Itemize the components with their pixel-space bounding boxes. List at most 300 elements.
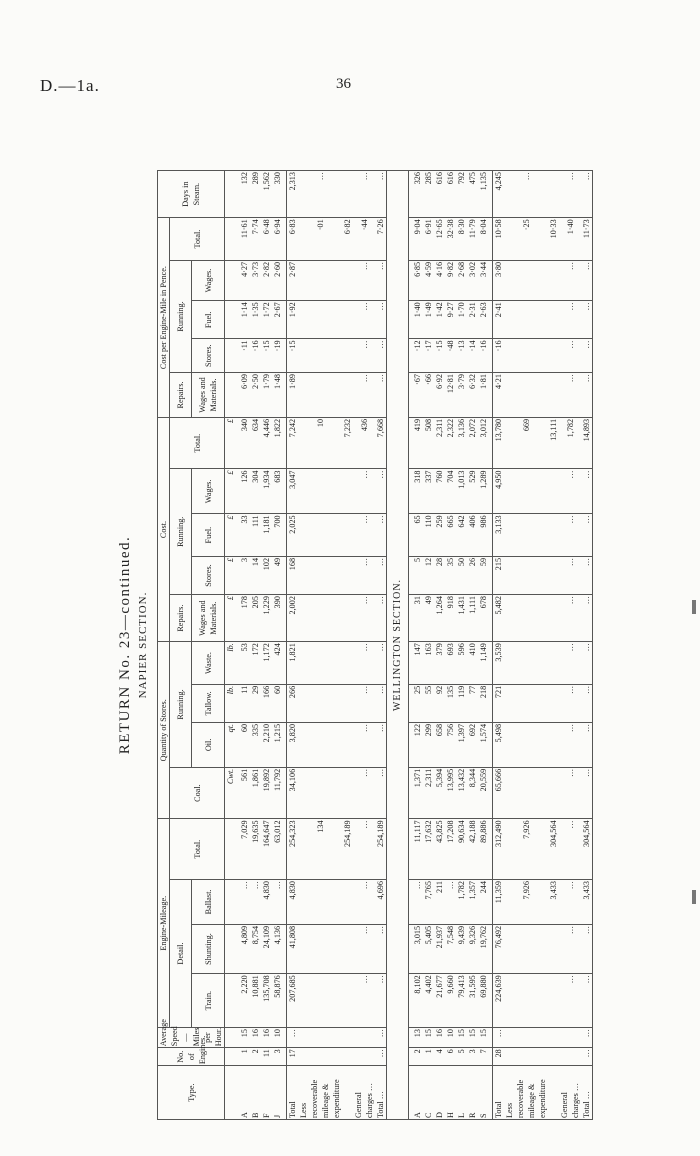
table-cell: 1·89	[287, 373, 299, 418]
table-cell: 7·26	[375, 218, 387, 261]
unit-cell	[225, 218, 237, 261]
col-wages-materials: Wages and Materials.	[192, 595, 225, 642]
table-cell: 2,220 10,881 135,708 58,876	[236, 974, 287, 1028]
table-row	[236, 171, 287, 1120]
table-cell: 7,926	[504, 819, 548, 880]
col-cost-total: Total.	[170, 417, 225, 469]
row-label: Total …	[581, 1066, 593, 1120]
table-cell: …	[581, 722, 593, 767]
table-cell: 5,482	[493, 595, 505, 642]
col-waste: Waste.	[192, 642, 225, 685]
table-cell: …	[581, 924, 593, 973]
page-number: 36	[336, 76, 351, 92]
table-cell: 4·27 3·73 2·82 2·60	[236, 260, 287, 300]
table-cell: …	[375, 767, 387, 819]
row-label: General charges …	[559, 1066, 581, 1120]
table-cell	[342, 469, 353, 514]
table-cell: 34,106	[287, 767, 299, 819]
table-cell: 2,002	[287, 595, 299, 642]
table-cell: 4,809 8,754 24,109 4,136	[236, 924, 287, 973]
table-cell: 2,025	[287, 514, 299, 557]
col-pence-total: Total.	[170, 218, 225, 261]
unit-cell: £	[225, 417, 237, 469]
table-cell: 132 289 1,562 330	[236, 171, 287, 218]
table-cell: …	[375, 260, 387, 300]
col-stores: Stores.	[192, 556, 225, 594]
table-cell	[504, 260, 548, 300]
table-cell: …	[559, 880, 581, 925]
table-cell	[548, 260, 559, 300]
table-cell: 60 335 2,210 1,215	[236, 722, 287, 767]
table-cell: 9·04 6·91 12·65 32·38 8·30 11·79 8·04	[409, 218, 493, 261]
table-cell	[298, 722, 342, 767]
row-label: A C D H L R S	[409, 1066, 493, 1120]
col-days-steam: Days in Steam.	[158, 171, 225, 218]
unit-cell	[225, 880, 237, 925]
row-label: Total	[493, 1066, 505, 1120]
table-cell: 10	[298, 417, 342, 469]
table-cell: …	[581, 556, 593, 594]
unit-cell	[225, 1066, 237, 1120]
group-detail: Detail.	[170, 880, 192, 1028]
table-cell	[504, 469, 548, 514]
page-id: D.—1a.	[40, 76, 100, 95]
return-title: RETURN No. 23—continued.	[117, 535, 133, 755]
table-cell	[548, 595, 559, 642]
table-cell: …	[353, 373, 375, 418]
col-pence-stores: Stores.	[192, 339, 225, 373]
table-row	[559, 171, 581, 1120]
table-cell	[342, 767, 353, 819]
table-cell: …	[581, 642, 593, 685]
col-shunting: Shunting.	[192, 924, 225, 973]
table-cell	[504, 595, 548, 642]
unit-cell	[225, 1048, 237, 1066]
table-cell: …	[375, 642, 387, 685]
table-cell	[504, 974, 548, 1028]
table-cell: …	[581, 974, 593, 1028]
table-cell: … … 4,830 …	[236, 880, 287, 925]
table-row	[409, 171, 493, 1120]
group-engine-mileage: Engine-Mileage.	[158, 819, 170, 1028]
table-cell	[298, 339, 342, 373]
table-cell	[504, 1028, 548, 1048]
table-cell: …	[559, 722, 581, 767]
table-cell: ·16	[493, 339, 505, 373]
return-table	[157, 170, 593, 1120]
table-cell	[548, 722, 559, 767]
row-label: Less recoverable mileage & expenditure	[298, 1066, 342, 1120]
unit-cell: lb.	[225, 684, 237, 722]
table-cell: 2 1 4 6 5 3 7	[409, 1048, 493, 1066]
table-cell: 1,821	[287, 642, 299, 685]
table-cell: 419 508 2,311 2,322 3,136 2,072 3,012	[409, 417, 493, 469]
table-cell	[342, 301, 353, 339]
col-avg-speed: Average Speed— Miles per Hour.	[159, 1019, 223, 1047]
table-cell: 13,111	[548, 417, 559, 469]
table-cell: …	[375, 722, 387, 767]
table-cell: …	[375, 684, 387, 722]
table-cell	[548, 684, 559, 722]
table-cell	[504, 301, 548, 339]
table-cell: …	[353, 767, 375, 819]
table-cell: …	[559, 469, 581, 514]
table-cell	[342, 722, 353, 767]
table-cell	[298, 373, 342, 418]
table-cell: 5,498	[493, 722, 505, 767]
col-fuel: Fuel.	[192, 514, 225, 557]
table-cell	[548, 1048, 559, 1066]
table-cell: …	[353, 514, 375, 557]
row-label: Less recoverable mileage & expenditure	[504, 1066, 548, 1120]
table-cell: …	[559, 556, 581, 594]
table-cell: …	[559, 514, 581, 557]
table-cell	[504, 684, 548, 722]
table-cell	[298, 469, 342, 514]
table-cell: 254,323	[287, 819, 299, 880]
table-cell: 11·61 7·74 6·48 6·94	[236, 218, 287, 261]
table-cell: …	[581, 684, 593, 722]
table-cell: 3 14 102 49	[236, 556, 287, 594]
table-cell: 4,696	[375, 880, 387, 925]
table-cell: 4·21	[493, 373, 505, 418]
table-cell	[342, 260, 353, 300]
table-cell: …	[353, 469, 375, 514]
table-cell: ·12 ·17 ·15 ·48 ·13 ·14 ·16	[409, 339, 493, 373]
table-cell: …	[353, 556, 375, 594]
table-cell: …	[375, 1048, 387, 1066]
unit-cell: £	[225, 595, 237, 642]
col-pence-fuel: Fuel.	[192, 301, 225, 339]
unit-cell	[225, 301, 237, 339]
table-cell: ·44	[353, 218, 375, 261]
table-cell: 11,117 17,632 43,825 17,208 90,634 42,188 89,886	[409, 819, 493, 880]
table-cell: …	[353, 924, 375, 973]
table-cell	[548, 514, 559, 557]
row-label: A B F J	[236, 1066, 287, 1120]
margin-tick	[692, 600, 696, 614]
table-cell: 4,830	[287, 880, 299, 925]
group-pence-running: Running.	[170, 260, 192, 372]
table-cell: 4,245	[493, 171, 505, 218]
table-cell: 3·80	[493, 260, 505, 300]
unit-cell	[225, 260, 237, 300]
table-cell	[548, 556, 559, 594]
table-cell: 215	[493, 556, 505, 594]
group-quantity-stores: Quantity of Stores.	[158, 642, 170, 819]
unit-cell	[225, 1028, 237, 1048]
table-cell: 6·83	[287, 218, 299, 261]
table-cell: …	[581, 469, 593, 514]
table-cell: ·15	[287, 339, 299, 373]
table-cell	[504, 722, 548, 767]
table-cell: …	[559, 595, 581, 642]
group-cost-per-mile: Cost per Engine-Mile in Pence.	[158, 218, 170, 418]
table-row	[298, 171, 342, 1120]
section-heading-row	[387, 171, 409, 1120]
col-no-engines: No. of Engines.	[158, 1048, 225, 1066]
table-cell	[548, 974, 559, 1028]
table-cell: …	[353, 301, 375, 339]
table-cell	[298, 1028, 342, 1048]
table-cell	[342, 684, 353, 722]
col-ballast: Ballast.	[192, 880, 225, 925]
table-row	[548, 171, 559, 1120]
table-cell: 254,189	[375, 819, 387, 880]
unit-cell: £	[225, 469, 237, 514]
table-cell: …	[375, 556, 387, 594]
table-cell: 254,189	[342, 819, 353, 880]
table-cell	[548, 767, 559, 819]
table-cell: ·67 ·66 6·92 12·81 3·79 6·32 1·81	[409, 373, 493, 418]
group-cost: Cost.	[158, 417, 170, 641]
table-cell: 13,780	[493, 417, 505, 469]
table-cell: 312,490	[493, 819, 505, 880]
table-cell	[298, 1048, 342, 1066]
table-cell	[548, 924, 559, 973]
table-cell: 3,133	[493, 514, 505, 557]
table-cell: …	[559, 642, 581, 685]
margin-tick	[692, 890, 696, 904]
table-cell	[342, 642, 353, 685]
table-cell: …	[353, 722, 375, 767]
table-cell	[342, 171, 353, 218]
table-cell: 436	[353, 417, 375, 469]
table-cell: 207,685	[287, 974, 299, 1028]
table-cell: 31 49 1,264 918 1,431 1,111 678	[409, 595, 493, 642]
table-cell	[342, 1048, 353, 1066]
table-row	[493, 171, 505, 1120]
table-cell: ·11 ·16 ·15 ·19	[236, 339, 287, 373]
unit-cell: £	[225, 556, 237, 594]
table-cell	[342, 373, 353, 418]
table-cell: …	[559, 924, 581, 973]
table-cell	[548, 642, 559, 685]
table-cell	[298, 880, 342, 925]
table-cell	[504, 767, 548, 819]
table-cell: …	[559, 684, 581, 722]
table-cell: 2,313	[287, 171, 299, 218]
table-cell: …	[375, 514, 387, 557]
table-cell: 1,371 2,311 5,394 13,995 13,432 8,344 20,559	[409, 767, 493, 819]
table-cell	[548, 469, 559, 514]
table-cell: …	[353, 974, 375, 1028]
table-cell: …	[375, 301, 387, 339]
table-cell: 561 1,861 19,892 11,792	[236, 767, 287, 819]
col-mileage-total: Total.	[170, 819, 225, 880]
table-cell: 5 12 28 35 50 26 59	[409, 556, 493, 594]
table-cell	[298, 642, 342, 685]
table-cell: 3,015 5,405 21,937 7,548 9,439 9,326 19,762	[409, 924, 493, 973]
table-cell: ·01	[298, 218, 342, 261]
table-cell: 10·58	[493, 218, 505, 261]
table-cell	[298, 301, 342, 339]
table-cell	[298, 595, 342, 642]
table-cell: 11·73	[581, 218, 593, 261]
section-heading: WELLINGTON SECTION.	[387, 171, 409, 1120]
unit-cell	[225, 819, 237, 880]
table-row	[504, 171, 548, 1120]
table-cell: …	[375, 924, 387, 973]
table-cell: 318 337 760 704 1,013 529 1,289	[409, 469, 493, 514]
table-cell: 65 110 259 665 642 406 986	[409, 514, 493, 557]
table-cell: …	[581, 514, 593, 557]
table-cell	[504, 924, 548, 973]
table-cell: …	[298, 171, 342, 218]
row-label: Total	[287, 1066, 299, 1120]
table-cell: …	[581, 1048, 593, 1066]
table-cell: 8,102 4,402 21,677 9,660 79,413 31,595 69,880	[409, 974, 493, 1028]
table-cell: … 7,765 211 … 1,782 1,357 244	[409, 880, 493, 925]
table-cell: 178 205 1,229 390	[236, 595, 287, 642]
table-cell: …	[581, 339, 593, 373]
col-pence-wages-materials: Wages and Materials.	[192, 373, 225, 418]
table-cell	[298, 767, 342, 819]
table-cell	[298, 514, 342, 557]
table-cell: 1,782	[559, 417, 581, 469]
table-row	[287, 171, 299, 1120]
table-cell: 3,539	[493, 642, 505, 685]
table-cell	[342, 1028, 353, 1048]
unit-cell	[225, 171, 237, 218]
table-cell: 11 29 166 60	[236, 684, 287, 722]
group-cost-running: Running.	[170, 469, 192, 595]
unit-cell	[225, 373, 237, 418]
table-cell: 304,564	[548, 819, 559, 880]
table-cell: …	[559, 301, 581, 339]
table-cell: …	[581, 373, 593, 418]
table-cell: 1·92	[287, 301, 299, 339]
table-cell: 721	[493, 684, 505, 722]
table-cell: 7,232	[342, 417, 353, 469]
table-cell	[342, 339, 353, 373]
table-cell: 134	[298, 819, 342, 880]
table-cell: 11,359	[493, 880, 505, 925]
unit-cell: lb.	[225, 642, 237, 685]
table-cell	[504, 373, 548, 418]
table-cell	[342, 514, 353, 557]
table-cell: …	[581, 767, 593, 819]
table-body	[225, 171, 593, 1120]
table-cell: …	[353, 642, 375, 685]
table-row	[581, 171, 593, 1120]
table-cell: 147 163 379 693 596 410 1,149	[409, 642, 493, 685]
table-cell: 53 172 1,172 424	[236, 642, 287, 685]
table-cell: 14,893	[581, 417, 593, 469]
table-cell: 41,808	[287, 924, 299, 973]
unit-cell	[225, 924, 237, 973]
table-cell	[342, 924, 353, 973]
table-cell: 168	[287, 556, 299, 594]
unit-cell: qt.	[225, 722, 237, 767]
section-subtitle: NAPIER SECTION.	[137, 591, 149, 699]
table-cell: …	[353, 595, 375, 642]
table-cell: 28	[493, 1048, 505, 1066]
table-cell: …	[353, 171, 375, 218]
table-cell: 326 285 616 616 792 475 1,135	[409, 171, 493, 218]
table-cell: …	[559, 339, 581, 373]
table-cell: …	[375, 469, 387, 514]
table-cell	[298, 684, 342, 722]
table-cell: 3,047	[287, 469, 299, 514]
table-cell: …	[353, 684, 375, 722]
table-cell: …	[375, 595, 387, 642]
unit-cell: £	[225, 514, 237, 557]
row-label: General charges …	[353, 1066, 375, 1120]
table-cell: …	[581, 301, 593, 339]
table-cell: 7,242	[287, 417, 299, 469]
table-cell: 669	[504, 417, 548, 469]
unit-cell	[225, 974, 237, 1028]
table-cell: …	[559, 171, 581, 218]
table-cell: …	[581, 171, 593, 218]
table-cell: …	[375, 339, 387, 373]
table-row	[353, 171, 375, 1120]
col-pence-wages: Wages.	[192, 260, 225, 300]
col-train: Train.	[192, 974, 225, 1028]
table-cell	[298, 924, 342, 973]
table-cell: …	[559, 373, 581, 418]
table-cell	[342, 880, 353, 925]
table-cell: 1·40 1·49 1·42 9·27 1·70 2·31 2·63	[409, 301, 493, 339]
table-cell: 7,029 19,635 164,647 63,012	[236, 819, 287, 880]
table-cell: 65,666	[493, 767, 505, 819]
table-cell: 2·41	[493, 301, 505, 339]
table-cell	[298, 260, 342, 300]
table-cell	[504, 339, 548, 373]
table-cell	[342, 595, 353, 642]
table-cell: 3,433	[581, 880, 593, 925]
table-cell	[548, 171, 559, 218]
table-cell: 2·87	[287, 260, 299, 300]
col-coal: Coal.	[170, 767, 225, 819]
table-cell: 76,492	[493, 924, 505, 973]
table-cell: 33 111 1,181 700	[236, 514, 287, 557]
table-cell: …	[375, 1028, 387, 1048]
table-cell: …	[375, 373, 387, 418]
table-cell: 6·09 2·50 1·79 1·48	[236, 373, 287, 418]
table-cell	[559, 1048, 581, 1066]
table-cell: …	[504, 171, 548, 218]
table-cell: 304,564	[581, 819, 593, 880]
table-cell: …	[353, 339, 375, 373]
table-cell: 266	[287, 684, 299, 722]
table-cell: …	[493, 1028, 505, 1048]
table-cell: …	[287, 1028, 299, 1048]
table-cell: …	[559, 260, 581, 300]
table-cell: 1 2 11 3	[236, 1048, 287, 1066]
table-cell	[298, 974, 342, 1028]
table-cell: …	[353, 819, 375, 880]
table-cell: 13 15 16 10 15 15 15	[409, 1028, 493, 1048]
group-stores-running: Running.	[170, 642, 192, 768]
table-cell: 7,668	[375, 417, 387, 469]
table-cell: …	[375, 974, 387, 1028]
units-row	[225, 171, 237, 1120]
col-wages: Wages.	[192, 469, 225, 514]
table-cell	[342, 556, 353, 594]
table-cell: 6·82	[342, 218, 353, 261]
table-cell: …	[559, 819, 581, 880]
table-cell	[353, 1048, 375, 1066]
table-cell	[298, 556, 342, 594]
table-cell: 122 299 658 756 1,397 692 1,574	[409, 722, 493, 767]
table-cell	[548, 339, 559, 373]
table-cell: …	[581, 595, 593, 642]
table-row	[375, 171, 387, 1120]
col-tallow: Tallow.	[192, 684, 225, 722]
table-cell: 224,639	[493, 974, 505, 1028]
